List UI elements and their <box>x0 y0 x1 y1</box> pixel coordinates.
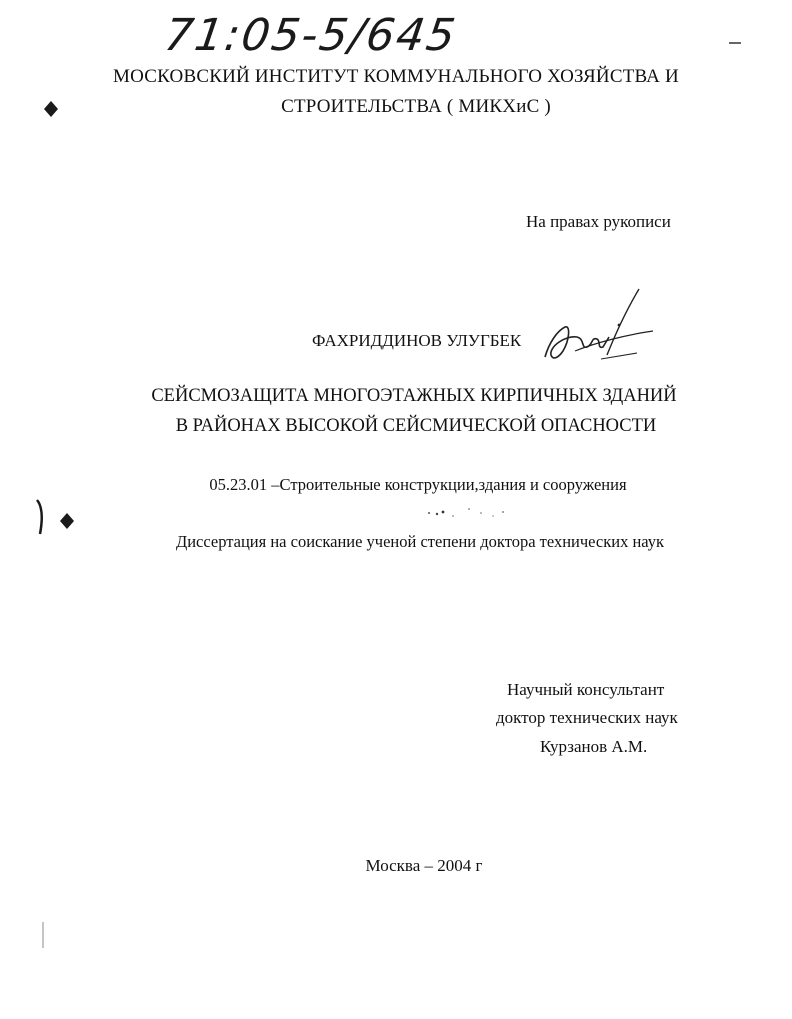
consultant-name: Курзанов А.М. <box>540 737 648 756</box>
city-year: Москва – 2004 г <box>365 856 483 875</box>
dissertation-degree: Диссертация на соискание ученой степени доктора технических наук <box>175 532 665 551</box>
left-edge-mark <box>40 920 46 950</box>
punch-hole-mark <box>58 512 76 530</box>
signature-mark <box>535 285 655 375</box>
binding-edge-mark <box>34 498 46 538</box>
institution-line-1: МОСКОВСКИЙ ИНСТИТУТ КОММУНАЛЬНОГО ХОЗЯЙСТВА И <box>113 66 679 87</box>
consultant-degree: доктор технических наук <box>496 708 678 727</box>
title-line-2: В РАЙОНАХ ВЫСОКОЙ СЕЙСМИЧЕСКОЙ ОПАСНОСТИ <box>175 416 657 436</box>
specialty-code: 05.23.01 –Строительные конструкции,здания и сооружения <box>209 475 627 494</box>
handwritten-archive-number: 71:05-5/645 <box>161 10 461 61</box>
title-line-1: СЕЙСМОЗАЩИТА МНОГОЭТАЖНЫХ КИРПИЧНЫХ ЗДАНИЙ <box>151 386 677 406</box>
scan-dot-mark <box>728 40 742 46</box>
institution-line-2: СТРОИТЕЛЬСТВА ( МИКХиС ) <box>281 96 551 117</box>
punch-hole-mark <box>42 100 60 118</box>
author-name: ФАХРИДДИНОВ УЛУГБЕК <box>312 331 522 350</box>
scan-noise-mark <box>425 504 510 522</box>
consultant-role: Научный консультант <box>507 680 665 699</box>
rights-note: На правах рукописи <box>526 212 671 231</box>
